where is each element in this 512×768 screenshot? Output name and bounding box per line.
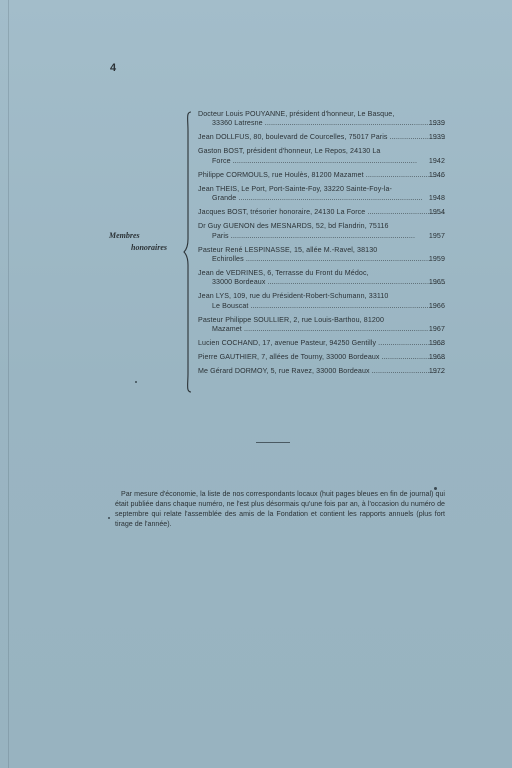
member-line2 [198, 278, 445, 287]
member-line2 [198, 255, 445, 264]
member-line2 [198, 119, 445, 128]
member-year: 1959 [428, 255, 445, 264]
side-label-line2: honoraires [131, 243, 168, 252]
member-year: 1968 [428, 353, 445, 362]
leader-dots [229, 232, 415, 240]
member-line1 [198, 208, 445, 217]
member-line2-text: Le Bouscat [212, 301, 249, 310]
member-entry [198, 339, 445, 348]
member-line2-text: Paris [212, 231, 229, 240]
member-entry [198, 353, 445, 362]
member-line1-text: Jean DOLLFUS, 80, boulevard de Courcelles, 75017 Paris [198, 133, 388, 142]
member-line1 [198, 353, 445, 362]
leader-dots [242, 325, 428, 333]
member-line1: Docteur Louis POUYANNE, président d'honneur, Le Basque, [198, 110, 395, 118]
member-line1-text: Pierre GAUTHIER, 7, allées de Tourny, 33000 Bordeaux [198, 353, 380, 362]
member-year: 1946 [428, 170, 445, 179]
member-year: 1972 [428, 367, 445, 376]
member-year: 1968 [428, 339, 445, 348]
member-entry [198, 222, 445, 241]
member-line2 [198, 232, 445, 241]
page-fold [8, 0, 9, 768]
member-entry [198, 269, 445, 288]
member-entry [198, 208, 445, 217]
member-line2-text: Mazamet [212, 325, 242, 334]
section-separator [256, 442, 290, 443]
member-line2 [198, 157, 445, 166]
member-line1: Jean de VEDRINES, 6, Terrasse du Front du Médoc, [198, 269, 369, 278]
honorary-members-list [198, 110, 445, 381]
member-entry [198, 292, 445, 311]
member-line1 [198, 367, 445, 376]
member-line2 [198, 325, 445, 334]
member-line1: Pasteur Philippe SOULLIER, 2, rue Louis-Barthou, 81200 [198, 315, 385, 324]
member-line2-text: 33360 Latresne [212, 119, 263, 128]
member-line1 [198, 171, 445, 180]
member-line2-text: Echirolles [212, 255, 244, 264]
member-line1: Gaston BOST, président d'honneur, Le Repos, 24130 La [198, 147, 381, 156]
member-year: 1966 [428, 301, 445, 310]
side-label-line1: Membres [109, 231, 140, 240]
leader-dots [265, 278, 445, 286]
leader-dots [263, 119, 445, 127]
paper-speck [135, 381, 137, 383]
member-line1 [198, 133, 445, 142]
leader-dots [244, 255, 430, 263]
member-entry [198, 171, 445, 180]
member-line2-text: Grande [212, 194, 237, 203]
member-entry [198, 147, 445, 166]
member-line1: Jean LYS, 109, rue du Président-Robert-Schumann, 33110 [198, 292, 389, 301]
member-line2 [198, 302, 445, 311]
member-line1-text: Jacques BOST, trésorier honoraire, 24130 La Force [198, 208, 366, 217]
curly-brace-icon [183, 111, 193, 393]
leader-dots [231, 157, 417, 165]
member-year: 1957 [428, 231, 445, 240]
member-entry [198, 110, 445, 129]
paper-speck [108, 517, 110, 519]
member-line1: Dr Guy GUENON des MESNARDS, 52, bd Flandrin, 75116 [198, 222, 389, 231]
member-year: 1954 [428, 208, 445, 217]
member-year: 1939 [428, 133, 445, 142]
member-entry [198, 367, 445, 376]
member-year: 1942 [428, 156, 445, 165]
member-line1-text: Lucien COCHAND, 17, avenue Pasteur, 94250 Gentilly [198, 339, 377, 348]
member-line1-text: Philippe CORMOULS, rue Houlès, 81200 Mazamet [198, 170, 364, 179]
member-entry [198, 246, 445, 265]
member-entry [198, 185, 445, 204]
member-year: 1967 [428, 325, 445, 334]
paper-speck [434, 487, 437, 490]
member-line1 [198, 339, 445, 348]
member-year: 1939 [428, 119, 445, 128]
member-year: 1965 [428, 278, 445, 287]
member-line1: Pasteur René LESPINASSE, 15, allée M.-Ravel, 38130 [198, 245, 378, 254]
member-year: 1948 [428, 194, 445, 203]
leader-dots [249, 302, 435, 310]
member-line2-text: 33000 Bordeaux [212, 278, 266, 287]
member-line2-text: Force [212, 156, 231, 165]
leader-dots [236, 194, 422, 202]
page-number: 4 [110, 62, 117, 74]
footnote-paragraph: Par mesure d'économie, la liste de nos correspondants locaux (huit pages bleues en fin de journal) qui était publiée dans chaque numéro, ne l'est plus désormais qu'une fois par an, à l'occasion du numéro de septembre qui relate l'assemblée des amis de la Fondation et contient les rapports annuels (plus fort tirage de l'année). [115, 490, 445, 528]
member-line1: Jean THEIS, Le Port, Port-Sainte-Foy, 33220 Sainte-Foy-la- [198, 184, 393, 193]
member-entry [198, 316, 445, 335]
member-line2 [198, 194, 445, 203]
member-entry [198, 133, 445, 142]
member-line1-text: Me Gérard DORMOY, 5, rue Ravez, 33000 Bordeaux [198, 367, 370, 376]
